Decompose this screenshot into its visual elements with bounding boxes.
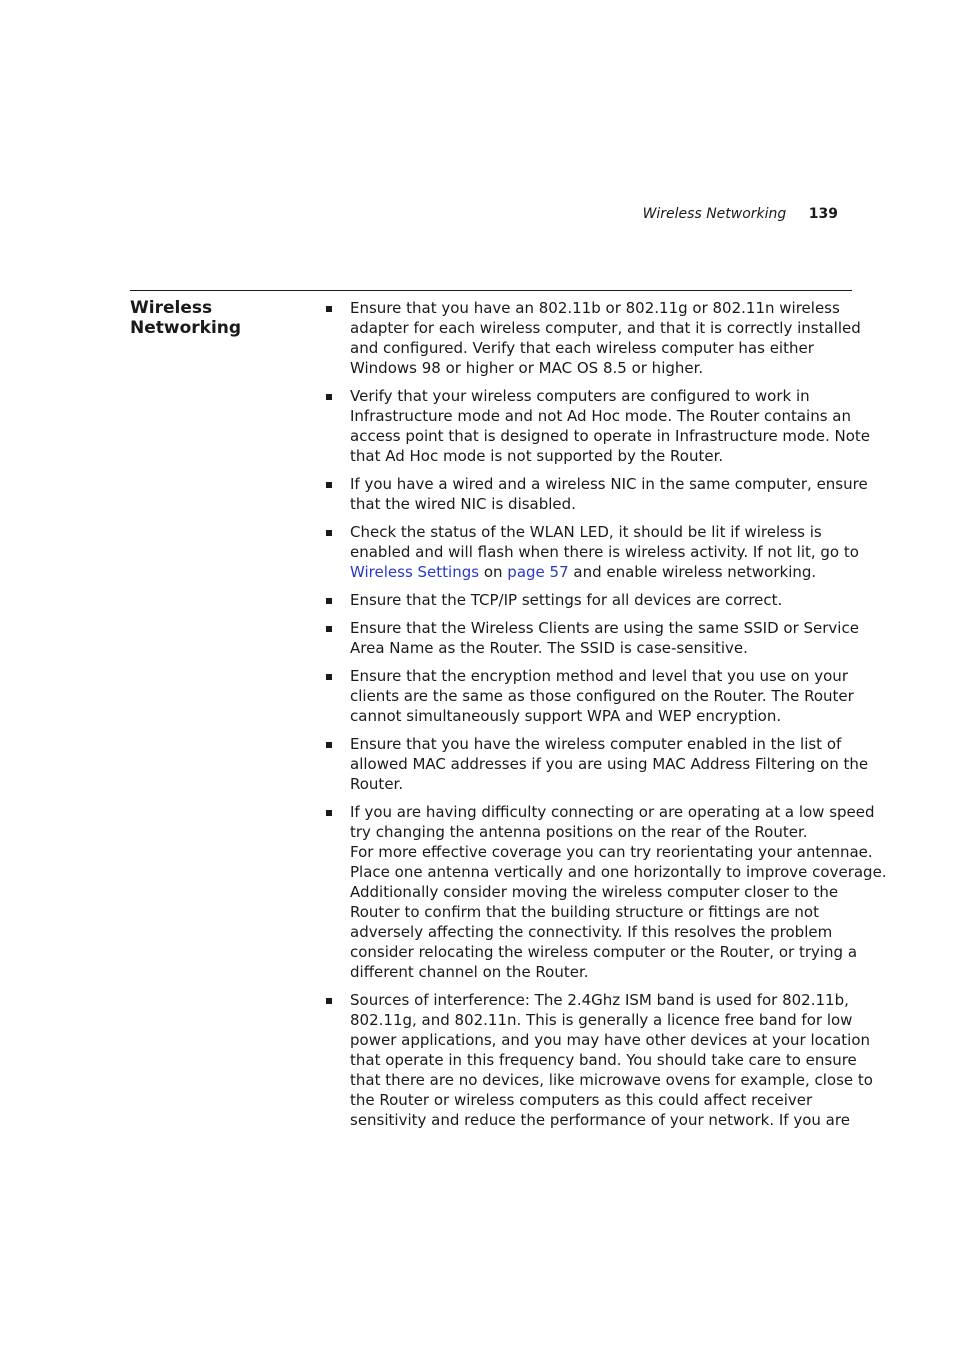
list-item-line: Router to confirm that the building structure or fittings are not	[350, 903, 819, 921]
list-item	[326, 474, 868, 514]
list-item-line: adapter for each wireless computer, and that it is correctly installed	[350, 319, 861, 337]
bullet-square-icon	[326, 306, 332, 312]
list-item	[326, 734, 869, 794]
section-heading-line: Wireless	[130, 298, 213, 318]
list-item-line: that there are no devices, like microwave ovens for example, close to	[350, 1071, 873, 1089]
link-trailing-text: and enable wireless networking.	[568, 563, 817, 581]
list-item-line: Area Name as the Router. The SSID is case-sensitive.	[350, 639, 748, 657]
list-item-line: 802.11g, and 802.11n. This is generally a licence free band for low	[350, 1011, 853, 1029]
list-item	[326, 990, 873, 1130]
bullet-square-icon	[326, 598, 332, 604]
list-item-line: power applications, and you may have other devices at your location	[350, 1031, 870, 1049]
list-item-line: allowed MAC addresses if you are using MAC Address Filtering on the	[350, 755, 869, 773]
list-item	[326, 522, 859, 582]
list-item-line: clients are the same as those configured on the Router. The Router	[350, 687, 854, 705]
wireless-settings-link[interactable]: Wireless Settings	[350, 563, 480, 581]
list-item-line: Infrastructure mode and not Ad Hoc mode. The Router contains an	[350, 407, 851, 425]
list-item-line: If you are having difficulty connecting or are operating at a low speed	[350, 803, 875, 821]
list-item-line: consider relocating the wireless computer or the Router, or trying a	[350, 943, 858, 961]
list-item-line: Ensure that the encryption method and level that you use on your	[350, 667, 848, 685]
list-item-line: try changing the antenna positions on the rear of the Router.	[350, 823, 808, 841]
list-item	[326, 386, 871, 466]
list-item-line: Ensure that you have an 802.11b or 802.11g or 802.11n wireless	[350, 299, 840, 317]
running-header	[643, 204, 838, 224]
list-item-line: For more effective coverage you can try reorientating your antennae.	[350, 843, 873, 861]
bullet-square-icon	[326, 394, 332, 400]
list-item-line: and configured. Verify that each wireless computer has either	[350, 339, 814, 357]
list-item-line: the Router or wireless computers as this could affect receiver	[350, 1091, 813, 1109]
list-item-line: Router.	[350, 775, 404, 793]
list-item-line: Verify that your wireless computers are configured to work in	[350, 387, 810, 405]
bullet-square-icon	[326, 482, 332, 488]
list-item-line: cannot simultaneously support WPA and WEP encryption.	[350, 707, 782, 725]
list-item-line: that the wired NIC is disabled.	[350, 495, 576, 513]
link-connector-text: on	[479, 563, 508, 581]
list-item	[326, 666, 856, 726]
list-item	[326, 590, 856, 610]
list-item-line: If you have a wired and a wireless NIC in the same computer, ensure	[350, 475, 868, 493]
running-header-section: Wireless Networking	[642, 206, 787, 222]
list-item-line: that Ad Hoc mode is not supported by the Router.	[350, 447, 724, 465]
list-item-line: Place one antenna vertically and one horizontally to improve coverage.	[350, 863, 887, 881]
bullet-square-icon	[326, 674, 332, 680]
page-57-link[interactable]: page 57	[507, 563, 569, 581]
list-item-line: Windows 98 or higher or MAC OS 8.5 or higher.	[350, 359, 704, 377]
page-number: 139	[808, 206, 838, 222]
list-item-line: adversely affecting the connectivity. If this resolves the problem	[350, 923, 833, 941]
list-item-line: sensitivity and reduce the performance of your network. If you are	[350, 1111, 850, 1129]
bullet-square-icon	[326, 998, 332, 1004]
list-item-line: different channel on the Router.	[350, 963, 589, 981]
list-item-line: Additionally consider moving the wireless computer closer to the	[350, 883, 839, 901]
section-heading-line: Networking	[130, 318, 242, 338]
list-item-line: access point that is designed to operate in Infrastructure mode. Note	[350, 427, 871, 445]
list-item-line: Ensure that the Wireless Clients are using the same SSID or Service	[350, 619, 859, 637]
bullet-square-icon	[326, 810, 332, 816]
list-item	[326, 298, 861, 378]
section-rule	[130, 290, 852, 291]
bullet-square-icon	[326, 742, 332, 748]
list-item-line: enabled and will flash when there is wireless activity. If not lit, go to	[350, 543, 859, 561]
list-item-line: Ensure that the TCP/IP settings for all devices are correct.	[350, 591, 783, 609]
list-item-line	[350, 562, 856, 582]
list-item	[326, 618, 859, 658]
section-heading	[130, 298, 310, 338]
list-item-line: that operate in this frequency band. You should take care to ensure	[350, 1051, 857, 1069]
list-item-line: Sources of interference: The 2.4Ghz ISM band is used for 802.11b,	[350, 991, 849, 1009]
list-item	[326, 802, 887, 982]
bullet-square-icon	[326, 530, 332, 536]
bullet-square-icon	[326, 626, 332, 632]
troubleshooting-list	[326, 298, 887, 1138]
list-item-line: Check the status of the WLAN LED, it should be lit if wireless is	[350, 523, 822, 541]
list-item-line: Ensure that you have the wireless computer enabled in the list of	[350, 735, 842, 753]
